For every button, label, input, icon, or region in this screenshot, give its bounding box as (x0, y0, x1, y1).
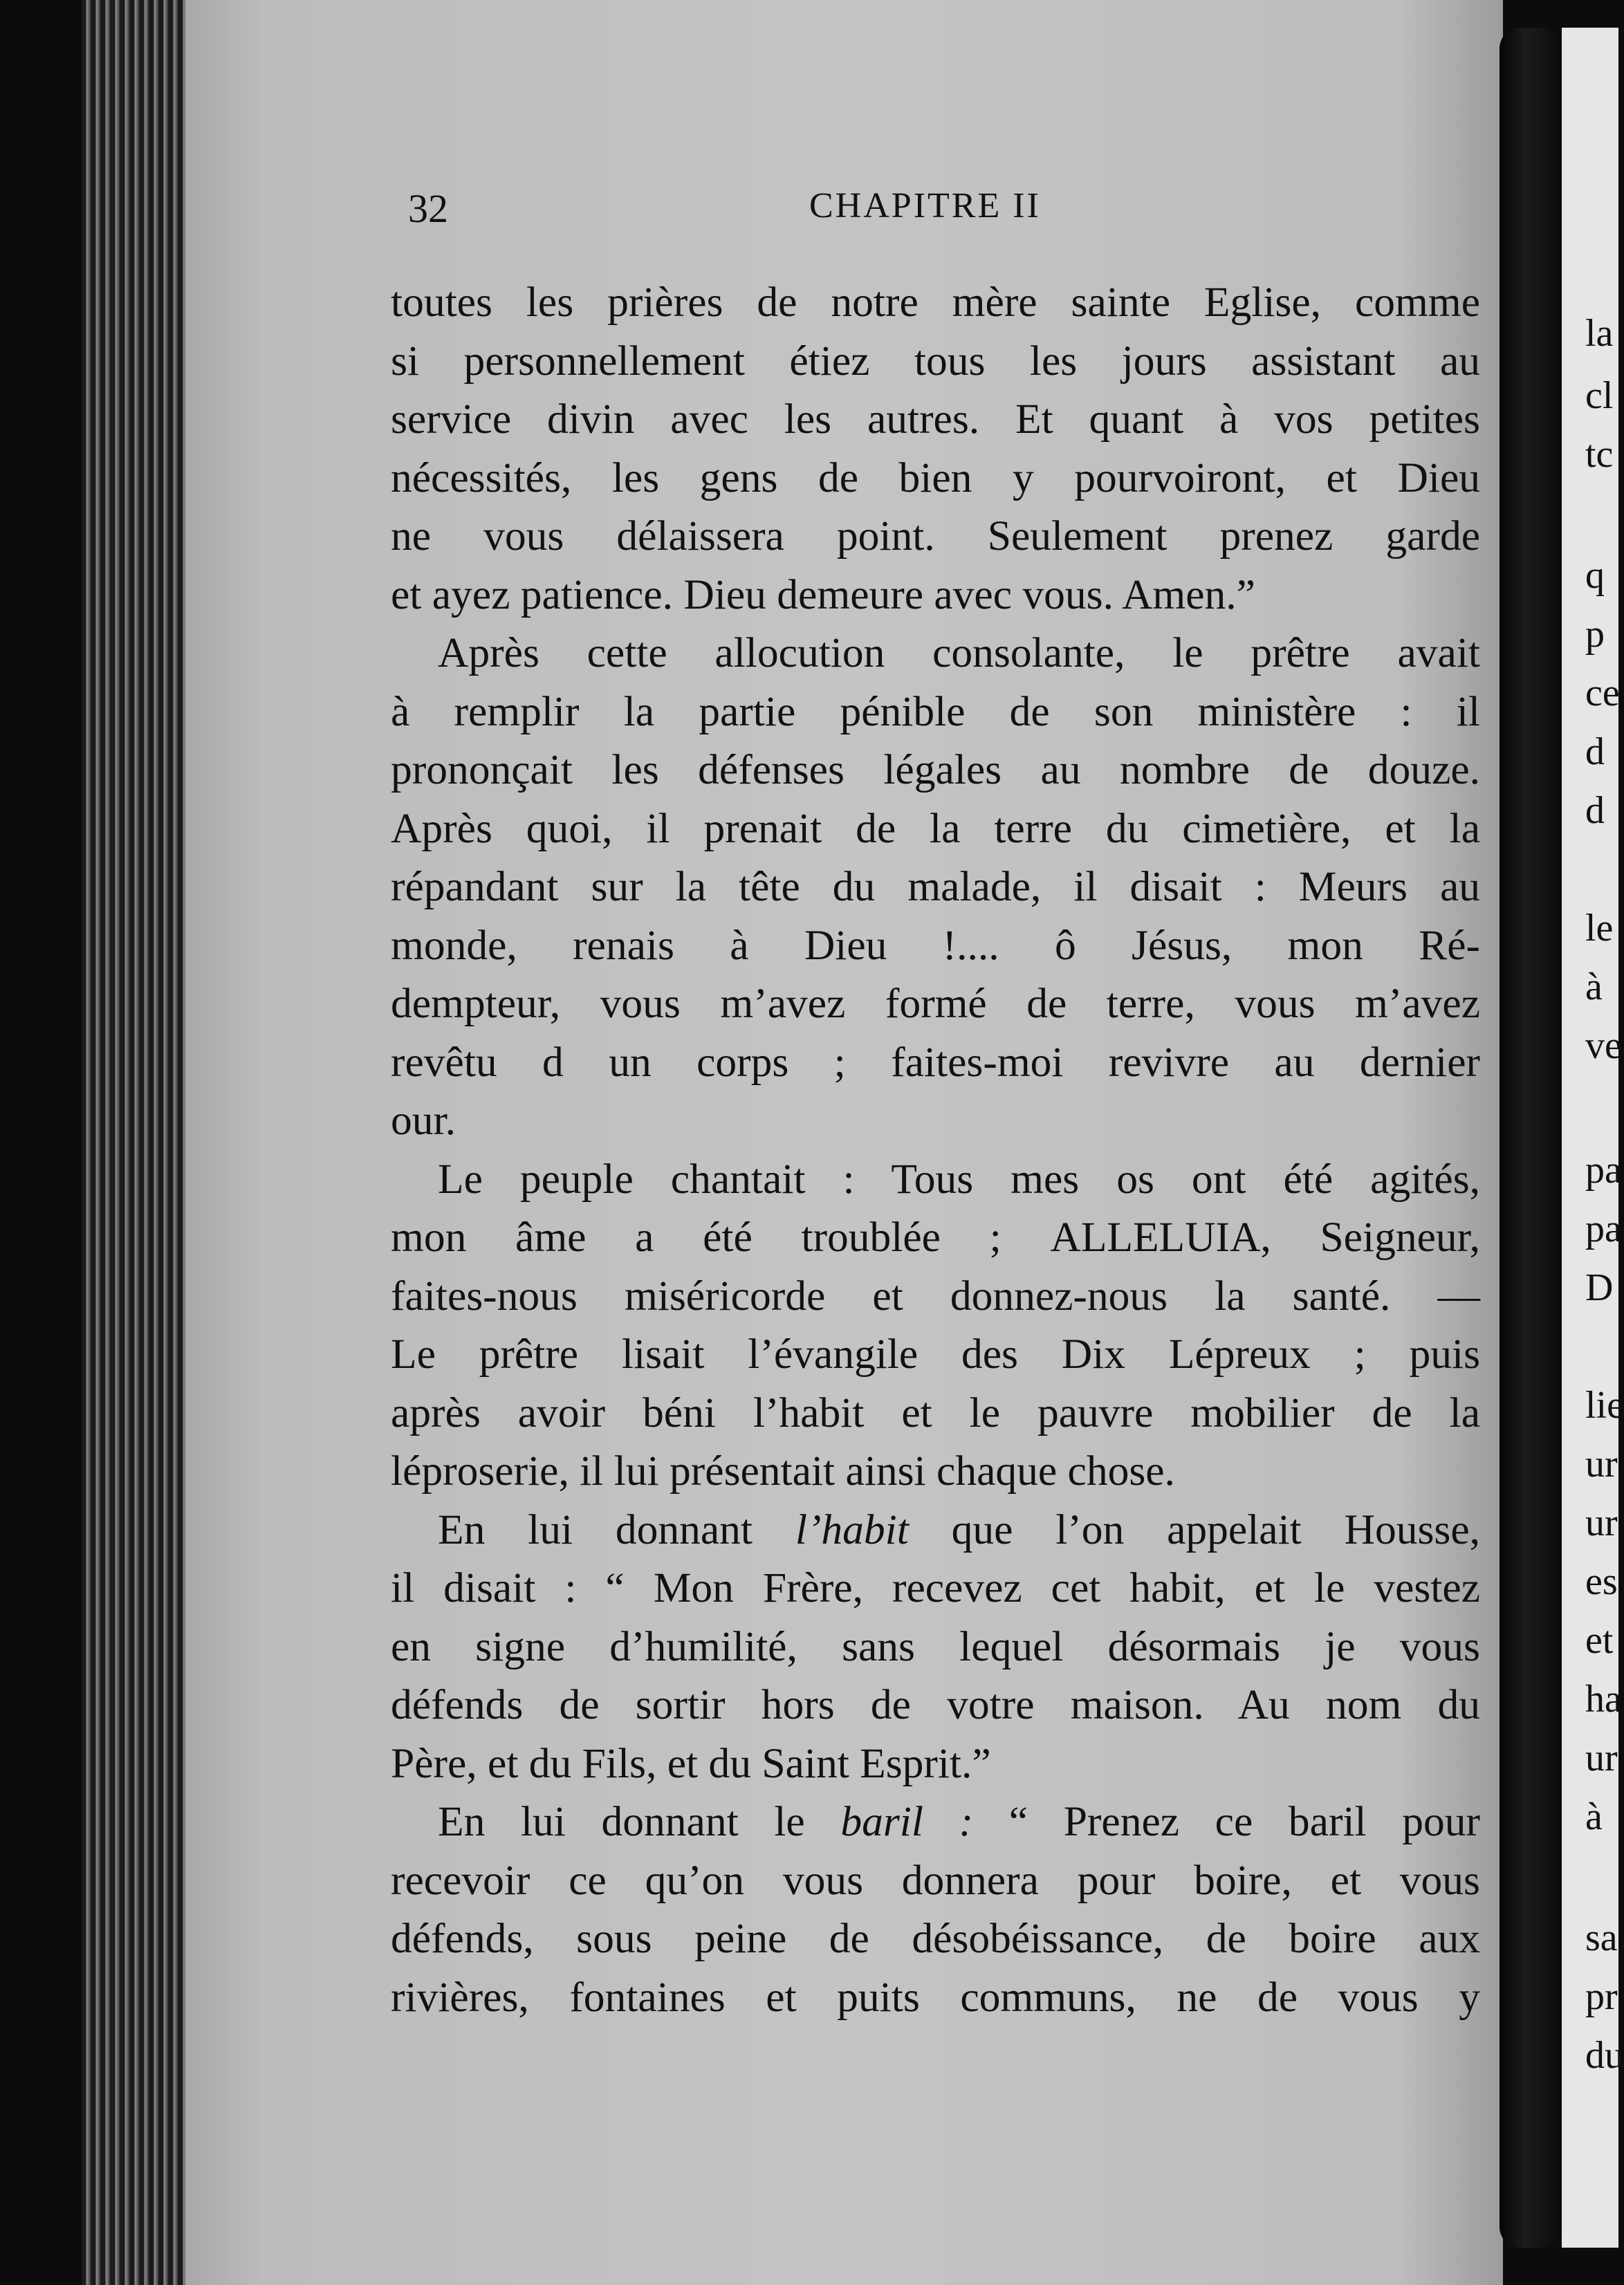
text-segment: que l’on appelait Housse, (951, 1506, 1481, 1553)
text-line: toutes les prières de notre mère sainte Eglise, comme (391, 279, 1480, 326)
facing-fragment: D (1585, 1266, 1614, 1309)
italic-baril: baril : (840, 1798, 974, 1845)
body-text (391, 273, 1480, 2026)
text-line (391, 1793, 1480, 1851)
facing-fragment: ha (1585, 1678, 1622, 1721)
facing-fragment: ve (1585, 1024, 1622, 1067)
text-line: faites-nous miséricorde et donnez-nous la santé. — (391, 1272, 1480, 1320)
facing-fragment: tc (1585, 433, 1614, 476)
text-line: nécessités, les gens de bien y pourvoiront, et Dieu (391, 454, 1480, 501)
facing-fragment: à (1585, 965, 1603, 1008)
facing-fragment: lie (1585, 1384, 1624, 1427)
facing-fragment: ce (1585, 672, 1620, 714)
facing-fragment: d (1585, 789, 1605, 832)
facing-page (1562, 28, 1618, 2248)
text-line: recevoir ce qu’on vous donnera pour boire, et vous (391, 1856, 1480, 1904)
facing-fragment: pa (1585, 1208, 1622, 1250)
text-line: Le prêtre lisait l’évangile des Dix Lépreux ; puis (391, 1331, 1480, 1378)
alleluia-smallcaps: ALLELUIA (1050, 1214, 1261, 1261)
facing-fragment: es (1585, 1560, 1618, 1603)
text-line: répandant sur la tête du malade, il disait : Meurs au (391, 863, 1480, 910)
text-line: défends, sous peine de désobéissance, de boire aux (391, 1915, 1480, 1962)
text-line: Le peuple chantait : Tous mes os ont été agités, (438, 1155, 1480, 1203)
facing-fragment: ur (1585, 1737, 1618, 1779)
page-number: 32 (408, 186, 448, 231)
text-line: Après cette allocution consolante, le prêtre avait (438, 629, 1480, 676)
text-line: rivières, fontaines et puits communs, ne de vous y (391, 1973, 1480, 2021)
facing-fragment: p (1585, 613, 1605, 656)
facing-fragment: sa (1585, 1916, 1618, 1959)
text-line: léproserie, il lui présentait ainsi chaque chose. (391, 1447, 1175, 1495)
page-edges (82, 0, 192, 2285)
text-line: revêtu d un corps ; faites-moi revivre au dernier (391, 1038, 1480, 1086)
facing-fragment: d (1585, 730, 1605, 773)
facing-fragment: du (1585, 2034, 1624, 2077)
text-line: our. (391, 1097, 456, 1144)
running-head: CHAPITRE II (809, 186, 1041, 225)
facing-fragment: à (1585, 1795, 1603, 1838)
text-line: Après quoi, il prenait de la terre du cimetière, et la (391, 804, 1480, 852)
text-line: dempteur, vous m’avez formé de terre, vous m’avez (391, 980, 1480, 1027)
text-line: en signe d’humilité, sans lequel désormais je vous (391, 1622, 1480, 1670)
facing-fragment: ur (1585, 1443, 1618, 1486)
text-line: après avoir béni l’habit et le pauvre mobilier de la (391, 1389, 1480, 1436)
text-line: ne vous délaissera point. Seulement prenez garde (391, 512, 1480, 559)
text-segment: , Seigneur, (1260, 1214, 1481, 1261)
facing-fragment: q (1585, 554, 1605, 597)
facing-fragment: et (1585, 1619, 1614, 1662)
text-segment: En lui donnant (438, 1506, 753, 1553)
text-line: défends de sortir hors de votre maison. Au nom du (391, 1681, 1480, 1728)
facing-fragment: ur (1585, 1501, 1618, 1544)
text-line: si personnellement étiez tous les jours assistant au (391, 337, 1480, 385)
facing-fragment: pa (1585, 1149, 1622, 1192)
facing-fragment: cl (1585, 374, 1614, 417)
text-line: il disait : “ Mon Frère, recevez cet habit, et le vestez (391, 1564, 1480, 1611)
text-line (391, 1501, 1480, 1560)
text-line: à remplir la partie pénible de son ministère : il (391, 687, 1480, 735)
text-line: monde, renais à Dieu !.... ô Jésus, mon Ré- (391, 921, 1480, 969)
book-gutter (1500, 28, 1563, 2248)
text-line (391, 1208, 1480, 1267)
text-segment: “ Prenez ce baril pour (1008, 1798, 1481, 1845)
text-line: et ayez patience. Dieu demeure avec vous. Amen.” (391, 571, 1255, 618)
text-segment: En lui donnant le (438, 1798, 805, 1845)
italic-habit: l’habit (795, 1506, 909, 1553)
facing-fragment: le (1585, 907, 1614, 950)
text-segment: mon âme a été troublée ; (391, 1214, 1002, 1261)
text-line: service divin avec les autres. Et quant à vos petites (391, 396, 1480, 443)
facing-fragment: pr (1585, 1975, 1618, 2018)
text-line: Père, et du Fils, et du Saint Esprit.” (391, 1739, 991, 1787)
facing-fragment: la (1585, 312, 1614, 355)
text-line: prononçait les défenses légales au nombre de douze. (391, 746, 1480, 793)
